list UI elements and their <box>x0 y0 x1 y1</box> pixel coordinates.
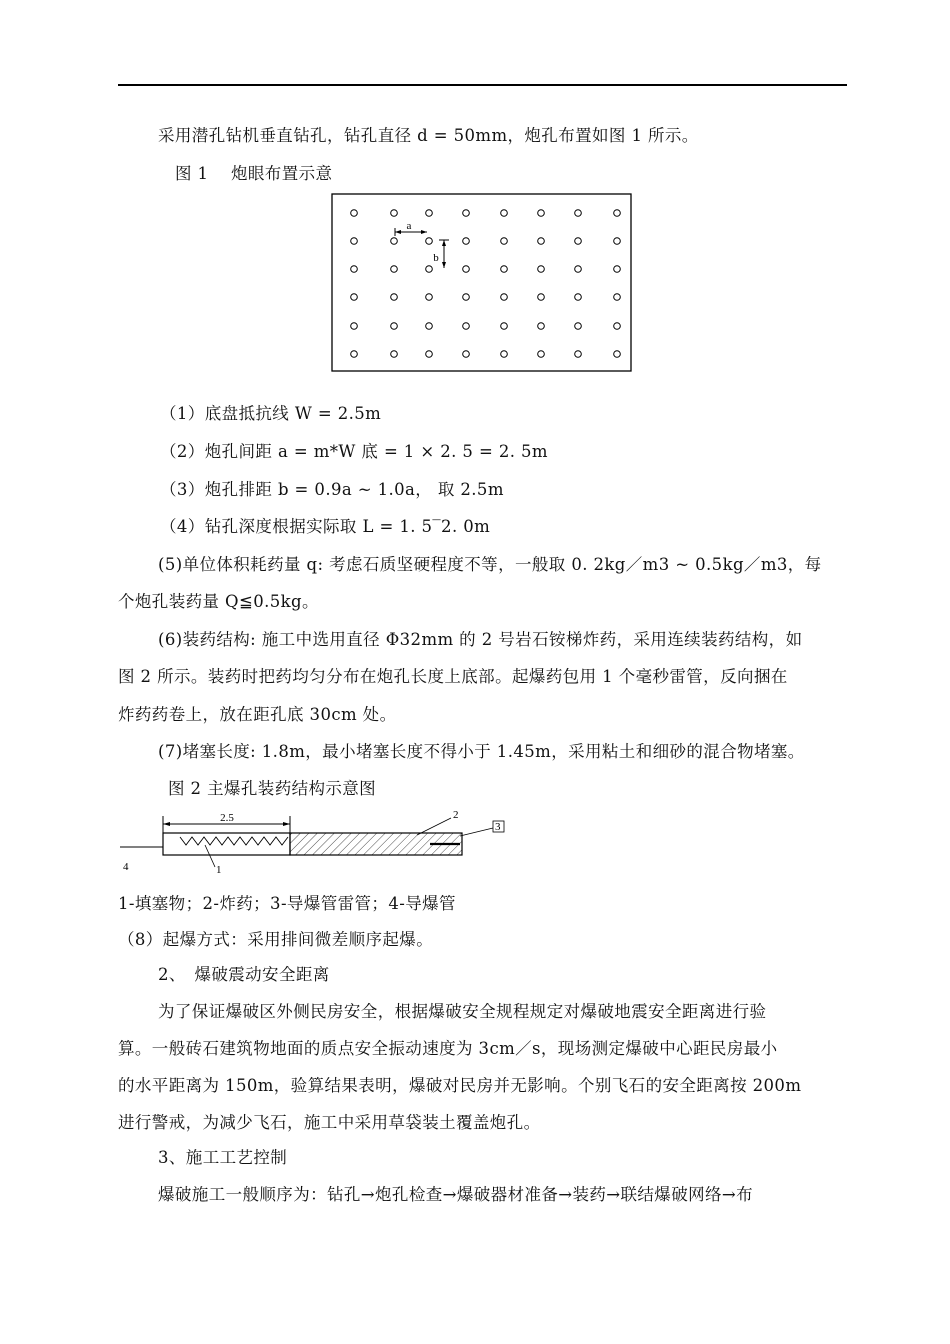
blasthole-r1-c6 <box>538 210 545 217</box>
blasthole-r6-c6 <box>538 351 545 358</box>
blasthole-r6-c1 <box>351 351 358 358</box>
label-1: 1 <box>216 864 222 876</box>
section-2-line-1: 为了保证爆破区外侧民房安全，根据爆破安全规程规定对爆破地震安全距离进行验 <box>158 1002 767 1021</box>
section-2-line-4: 进行警戒，为减少飞石，施工中采用草袋装土覆盖炮孔。 <box>118 1113 541 1132</box>
blasthole-r6-c4 <box>463 351 470 358</box>
header-rule <box>118 84 847 86</box>
blasthole-r2-c3 <box>426 238 433 245</box>
blasthole-r1-c3 <box>426 210 433 217</box>
blasthole-r4-c7 <box>575 294 582 301</box>
item-1: （1）底盘抵抗线 W = 2.5m <box>160 404 382 423</box>
section-2-line-2: 算。一般砖石建筑物地面的质点安全振动速度为 3cm／s，现场测定爆破中心距民房最小 <box>118 1039 778 1058</box>
label-4: 4 <box>123 861 129 873</box>
section-3-line-1: 爆破施工一般顺序为：钻孔→炮孔检查→爆破器材准备→装药→联结爆破网络→布 <box>158 1185 754 1204</box>
item-5-line-1: (5)单位体积耗药量 q: 考虑石质坚硬程度不等，一般取 0. 2kg／m3 ~ 0.5kg／m3，每 <box>158 555 822 574</box>
blasthole-r1-c8 <box>614 210 621 217</box>
blasthole-r3-c1 <box>351 266 358 273</box>
blasthole-r2-c1 <box>351 238 358 245</box>
blasthole-r4-c3 <box>426 294 433 301</box>
section-3-heading: 3、施工工艺控制 <box>158 1148 288 1167</box>
stemming-pattern <box>180 837 288 845</box>
blasthole-r6-c5 <box>501 351 508 358</box>
item-6-line-3: 炸药药卷上，放在距孔底 30cm 处。 <box>118 705 397 724</box>
label-2: 2 <box>453 809 459 821</box>
section-2-line-3: 的水平距离为 150m，验算结果表明，爆破对民房并无影响。个别飞石的安全距离按 200m <box>118 1076 802 1095</box>
blasthole-r1-c4 <box>463 210 470 217</box>
blasthole-r5-c5 <box>501 323 508 330</box>
item-7: (7)堵塞长度: 1.8m，最小堵塞长度不得小于 1.45m，采用粘土和细砂的混合物堵塞。 <box>158 742 805 761</box>
blasthole-r4-c8 <box>614 294 621 301</box>
blasthole-r4-c5 <box>501 294 508 301</box>
blasthole-r5-c6 <box>538 323 545 330</box>
blasthole-r4-c6 <box>538 294 545 301</box>
item-3: （3）炮孔排距 b = 0.9a ~ 1.0a， 取 2.5m <box>160 480 504 499</box>
blasthole-r6-c8 <box>614 351 621 358</box>
dimension-b-label: b <box>433 252 439 264</box>
item-4: （4）钻孔深度根据实际取 L = 1. 5‾2. 0m <box>160 517 491 536</box>
figure-2-legend: 1-填塞物；2-炸药；3-导爆管雷管；4-导爆管 <box>118 894 456 913</box>
intro-paragraph: 采用潜孔钻机垂直钻孔，钻孔直径 d = 50mm，炮孔布置如图 1 所示。 <box>158 126 699 145</box>
blasthole-r5-c1 <box>351 323 358 330</box>
blasthole-r3-c7 <box>575 266 582 273</box>
blasthole-r4-c2 <box>391 294 398 301</box>
item-6-line-2: 图 2 所示。装药时把药均匀分布在炮孔长度上底部。起爆药包用 1 个毫秒雷管，反向捆在 <box>118 667 788 686</box>
blasthole-r1-c1 <box>351 210 358 217</box>
item-5-line-2: 个炮孔装药量 Q≦0.5kg。 <box>118 592 319 611</box>
label-3: 3 <box>495 821 501 833</box>
section-2-heading: 2、 爆破震动安全距离 <box>158 965 330 984</box>
blasthole-r3-c4 <box>463 266 470 273</box>
blasthole-r1-c5 <box>501 210 508 217</box>
blasthole-r2-c4 <box>463 238 470 245</box>
item-8: （8）起爆方式：采用排间微差顺序起爆。 <box>118 930 434 949</box>
blasthole-r3-c8 <box>614 266 621 273</box>
blasthole-r2-c7 <box>575 238 582 245</box>
blasthole-r2-c2 <box>391 238 398 245</box>
blasthole-r2-c6 <box>538 238 545 245</box>
item-6-line-1: (6)装药结构: 施工中选用直径 Φ32mm 的 2 号岩石铵梯炸药，采用连续装药结构，如 <box>158 630 803 649</box>
figure-2-caption: 图 2 主爆孔装药结构示意图 <box>168 779 377 798</box>
blasthole-r3-c5 <box>501 266 508 273</box>
blasthole-r1-c7 <box>575 210 582 217</box>
blasthole-r5-c4 <box>463 323 470 330</box>
blasthole-r6-c2 <box>391 351 398 358</box>
blasthole-r6-c7 <box>575 351 582 358</box>
blasthole-r4-c1 <box>351 294 358 301</box>
blasthole-r5-c3 <box>426 323 433 330</box>
diagram-border <box>332 194 631 371</box>
blasthole-r5-c2 <box>391 323 398 330</box>
charge-structure-diagram <box>115 806 515 876</box>
blasthole-r3-c3 <box>426 266 433 273</box>
blasthole-r4-c4 <box>463 294 470 301</box>
blasthole-r5-c8 <box>614 323 621 330</box>
blasthole-r2-c8 <box>614 238 621 245</box>
item-2: （2）炮孔间距 a = m*W 底 = 1 × 2. 5 = 2. 5m <box>160 442 548 461</box>
dimension-label: 2.5 <box>220 812 234 824</box>
dimension-a-label: a <box>406 220 412 232</box>
figure-1-caption: 图 1 炮眼布置示意 <box>175 164 333 183</box>
blasthole-r3-c6 <box>538 266 545 273</box>
blasthole-r5-c7 <box>575 323 582 330</box>
blasthole-r6-c3 <box>426 351 433 358</box>
blasthole-grid <box>351 210 621 358</box>
blasthole-layout-diagram <box>331 193 633 373</box>
blasthole-r2-c5 <box>501 238 508 245</box>
blasthole-r3-c2 <box>391 266 398 273</box>
blasthole-r1-c2 <box>391 210 398 217</box>
